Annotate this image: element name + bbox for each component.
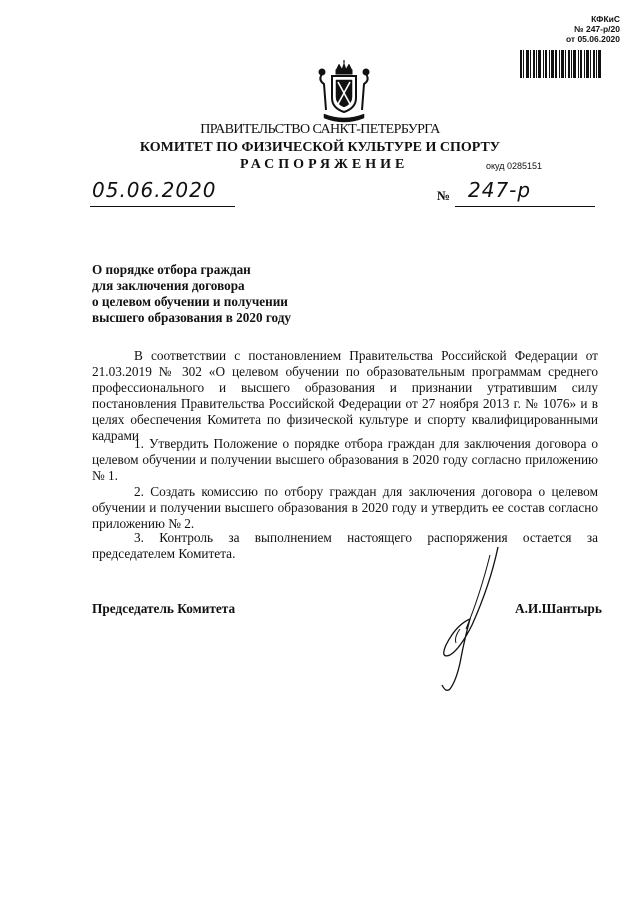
handwritten-number: 247-р	[468, 178, 532, 202]
stamp-line-1: КФКиС	[591, 14, 620, 24]
number-sign: №	[437, 188, 451, 203]
committee-name: КОМИТЕТ ПО ФИЗИЧЕСКОЙ КУЛЬТУРЕ И СПОРТУ	[139, 140, 501, 155]
order-subject	[92, 262, 352, 326]
okud-code: окуд 0285151	[486, 161, 543, 171]
number-underline	[455, 206, 595, 207]
handwritten-signature	[420, 545, 510, 695]
item-2-paragraph: 2. Создать комиссию по отбору граждан для заключения договора о целевом обучении и получении высшего образования в 2020 году и утвердить ее состав согласно приложению № 2.	[92, 484, 598, 531]
item-1-paragraph: 1. Утвердить Положение о порядке отбора граждан для заключения договора о целевом обучении и получении высшего образования в 2020 году согласно приложению № 1.	[92, 436, 598, 483]
stamp-line-3: от 05.06.2020	[565, 34, 620, 44]
subject-line-3: о целевом обучении и получении	[92, 294, 288, 309]
barcode	[520, 50, 602, 78]
subject-line-1: О порядке отбора граждан	[92, 262, 251, 277]
handwritten-date: 05.06.2020	[92, 178, 217, 202]
stamp-line-2: № 247-р/20	[574, 24, 620, 34]
preamble-paragraph: В соответствии с постановлением Правительства Российской Федерации от 21.03.2019 № 302 «О целевом обучении по образовательным программам среднего профессионального и высшего образования и признании утратившим силу постановления Правительства Российской Федерации от 27 ноября 2013 г. № 1076» и в целях обеспечения Комитета по физической культуре и спорту квалифицированными кадрами	[92, 348, 598, 443]
signatory-title: Председатель Комитета	[92, 601, 236, 616]
signatory-name: А.И.Шантырь	[515, 601, 602, 616]
document-type: РАСПОРЯЖЕНИЕ	[240, 157, 409, 172]
item-3-paragraph: 3. Контроль за выполнением настоящего распоряжения остается за председателем Комитета.	[92, 530, 598, 561]
date-underline	[90, 206, 235, 207]
government-name: ПРАВИТЕЛЬСТВО САНКТ-ПЕТЕРБУРГА	[200, 122, 440, 137]
registration-stamp	[520, 14, 620, 44]
coat-of-arms-emblem	[314, 60, 374, 126]
subject-line-4: высшего образования в 2020 году	[92, 310, 291, 325]
subject-line-2: для заключения договора	[92, 278, 245, 293]
